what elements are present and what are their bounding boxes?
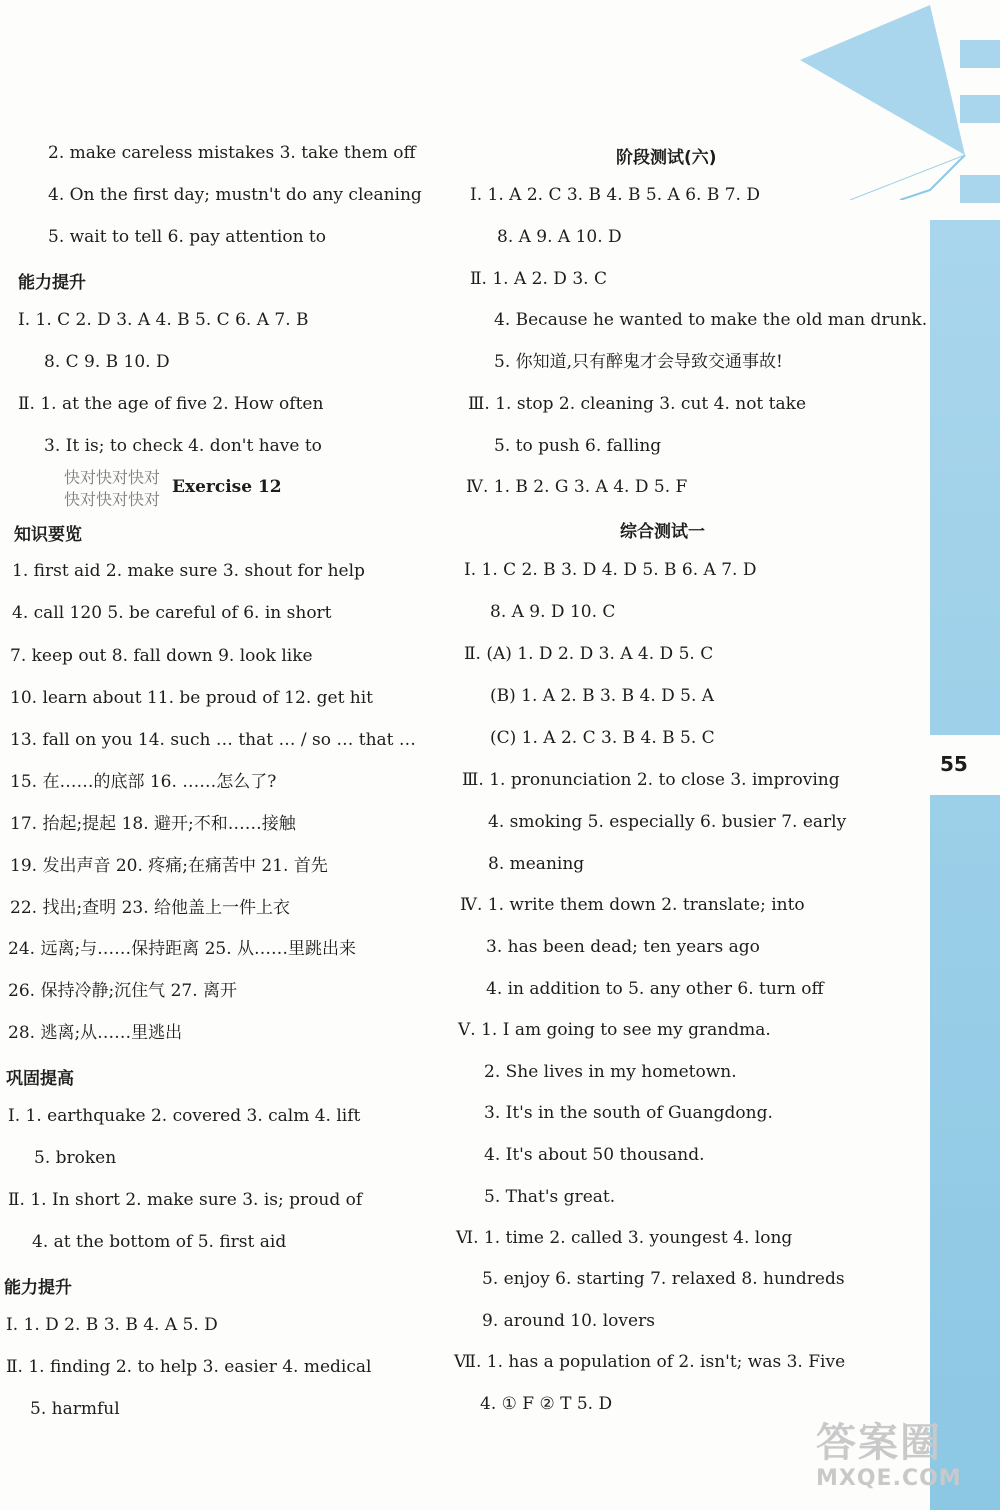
strip-bar bbox=[960, 40, 1000, 68]
answer-line: Ⅳ. 1. B 2. G 3. A 4. D 5. F bbox=[466, 477, 688, 497]
strip-bar bbox=[960, 95, 1000, 123]
answer-line: 8. A 9. D 10. C bbox=[490, 602, 616, 622]
strip-bar bbox=[960, 175, 1000, 203]
knowledge-line: 19. 发出声音 20. 疼痛;在痛苦中 21. 首先 bbox=[10, 856, 328, 876]
answer-line: 9. around 10. lovers bbox=[482, 1311, 655, 1331]
answer-line: 5. enjoy 6. starting 7. relaxed 8. hundreds bbox=[482, 1269, 845, 1289]
section-heading: 巩固提高 bbox=[6, 1069, 74, 1089]
answer-line: (B) 1. A 2. B 3. B 4. D 5. A bbox=[490, 686, 715, 706]
answer-line: 4. On the first day; mustn't do any cleaning bbox=[48, 185, 422, 205]
watermark-logo-text: 答案圈 bbox=[816, 1420, 942, 1466]
knowledge-line: 28. 逃离;从……里逃出 bbox=[8, 1023, 183, 1043]
answer-line: 3. It is; to check 4. don't have to bbox=[44, 436, 322, 456]
answer-line: 8. meaning bbox=[488, 854, 585, 874]
answer-line: 2. She lives in my hometown. bbox=[484, 1062, 737, 1082]
watermark-text: 快对快对快对 bbox=[64, 490, 161, 509]
knowledge-line: 15. 在……的底部 16. ……怎么了? bbox=[10, 772, 277, 792]
section-heading: 知识要览 bbox=[14, 525, 82, 545]
exercise-title: Exercise 12 bbox=[172, 477, 282, 497]
knowledge-line: 7. keep out 8. fall down 9. look like bbox=[10, 646, 313, 666]
answer-line: 5. wait to tell 6. pay attention to bbox=[48, 227, 327, 247]
answer-line: 5. That's great. bbox=[484, 1187, 616, 1207]
section-heading: 能力提升 bbox=[18, 273, 86, 293]
answer-line: Ⅴ. 1. I am going to see my grandma. bbox=[458, 1020, 771, 1040]
page-number: 55 bbox=[940, 752, 968, 776]
answer-line: 4. at the bottom of 5. first aid bbox=[32, 1232, 287, 1252]
answer-line: Ⅱ. 1. In short 2. make sure 3. is; proud of bbox=[8, 1190, 363, 1210]
knowledge-line: 24. 远离;与……保持距离 25. 从……里跳出来 bbox=[8, 939, 357, 959]
answer-line: 5. broken bbox=[34, 1148, 117, 1168]
answer-line: 2. make careless mistakes 3. take them off bbox=[48, 143, 416, 163]
answer-line: 4. in addition to 5. any other 6. turn off bbox=[486, 979, 824, 999]
answer-line: (C) 1. A 2. C 3. B 4. B 5. C bbox=[490, 728, 715, 748]
answer-line: Ⅰ. 1. earthquake 2. covered 3. calm 4. lift bbox=[8, 1106, 361, 1126]
knowledge-line: 4. call 120 5. be careful of 6. in short bbox=[12, 603, 332, 623]
watermark-logo-url: MXQE.COM bbox=[816, 1466, 962, 1491]
answer-line: Ⅰ. 1. C 2. B 3. D 4. D 5. B 6. A 7. D bbox=[464, 560, 757, 580]
answer-line: 4. Because he wanted to make the old man drunk. bbox=[494, 310, 928, 330]
answer-line: 4. ① F ② T 5. D bbox=[480, 1394, 613, 1414]
answer-line: 4. It's about 50 thousand. bbox=[484, 1145, 705, 1165]
answer-line: Ⅲ. 1. pronunciation 2. to close 3. improving bbox=[462, 770, 840, 790]
answer-line: 3. has been dead; ten years ago bbox=[486, 937, 760, 957]
answer-line: Ⅰ. 1. A 2. C 3. B 4. B 5. A 6. B 7. D bbox=[470, 185, 760, 205]
answer-line: Ⅱ. 1. finding 2. to help 3. easier 4. medical bbox=[6, 1357, 372, 1377]
answer-line: Ⅶ. 1. has a population of 2. isn't; was 3. Five bbox=[454, 1352, 846, 1372]
knowledge-line: 17. 抬起;提起 18. 避开;不和……接触 bbox=[10, 814, 296, 834]
section-heading: 能力提升 bbox=[4, 1278, 72, 1298]
side-strip bbox=[930, 220, 1000, 1510]
answer-line: Ⅳ. 1. write them down 2. translate; into bbox=[460, 895, 805, 915]
answer-line: Ⅰ. 1. C 2. D 3. A 4. B 5. C 6. A 7. B bbox=[18, 310, 309, 330]
knowledge-line: 26. 保持冷静;沉住气 27. 离开 bbox=[8, 981, 238, 1001]
knowledge-line: 22. 找出;查明 23. 给他盖上一件上衣 bbox=[10, 898, 291, 918]
answer-line: 8. A 9. A 10. D bbox=[497, 227, 622, 247]
answer-line: Ⅲ. 1. stop 2. cleaning 3. cut 4. not take bbox=[468, 394, 806, 414]
answer-line: Ⅱ. 1. at the age of five 2. How often bbox=[18, 394, 324, 414]
answer-line: Ⅱ. (A) 1. D 2. D 3. A 4. D 5. C bbox=[464, 644, 714, 664]
answer-line: 3. It's in the south of Guangdong. bbox=[484, 1103, 773, 1123]
answer-line: 5. harmful bbox=[30, 1399, 120, 1419]
section-title: 阶段测试(六) bbox=[616, 148, 717, 168]
answer-line: Ⅱ. 1. A 2. D 3. C bbox=[470, 269, 607, 289]
watermark-logo bbox=[816, 1420, 986, 1505]
answer-line: Ⅵ. 1. time 2. called 3. youngest 4. long bbox=[456, 1228, 793, 1248]
answer-line: 5. to push 6. falling bbox=[494, 436, 662, 456]
knowledge-line: 1. first aid 2. make sure 3. shout for help bbox=[12, 561, 365, 581]
knowledge-line: 13. fall on you 14. such … that … / so … that … bbox=[10, 730, 416, 750]
knowledge-line: 10. learn about 11. be proud of 12. get hit bbox=[10, 688, 374, 708]
section-title: 综合测试一 bbox=[620, 522, 705, 542]
answer-line: Ⅰ. 1. D 2. B 3. B 4. A 5. D bbox=[6, 1315, 218, 1335]
answer-line: 4. smoking 5. especially 6. busier 7. early bbox=[488, 812, 847, 832]
answer-line: 8. C 9. B 10. D bbox=[44, 352, 170, 372]
watermark-text: 快对快对快对 bbox=[64, 468, 161, 487]
answer-line: 5. 你知道,只有醉鬼才会导致交通事故! bbox=[494, 352, 783, 372]
